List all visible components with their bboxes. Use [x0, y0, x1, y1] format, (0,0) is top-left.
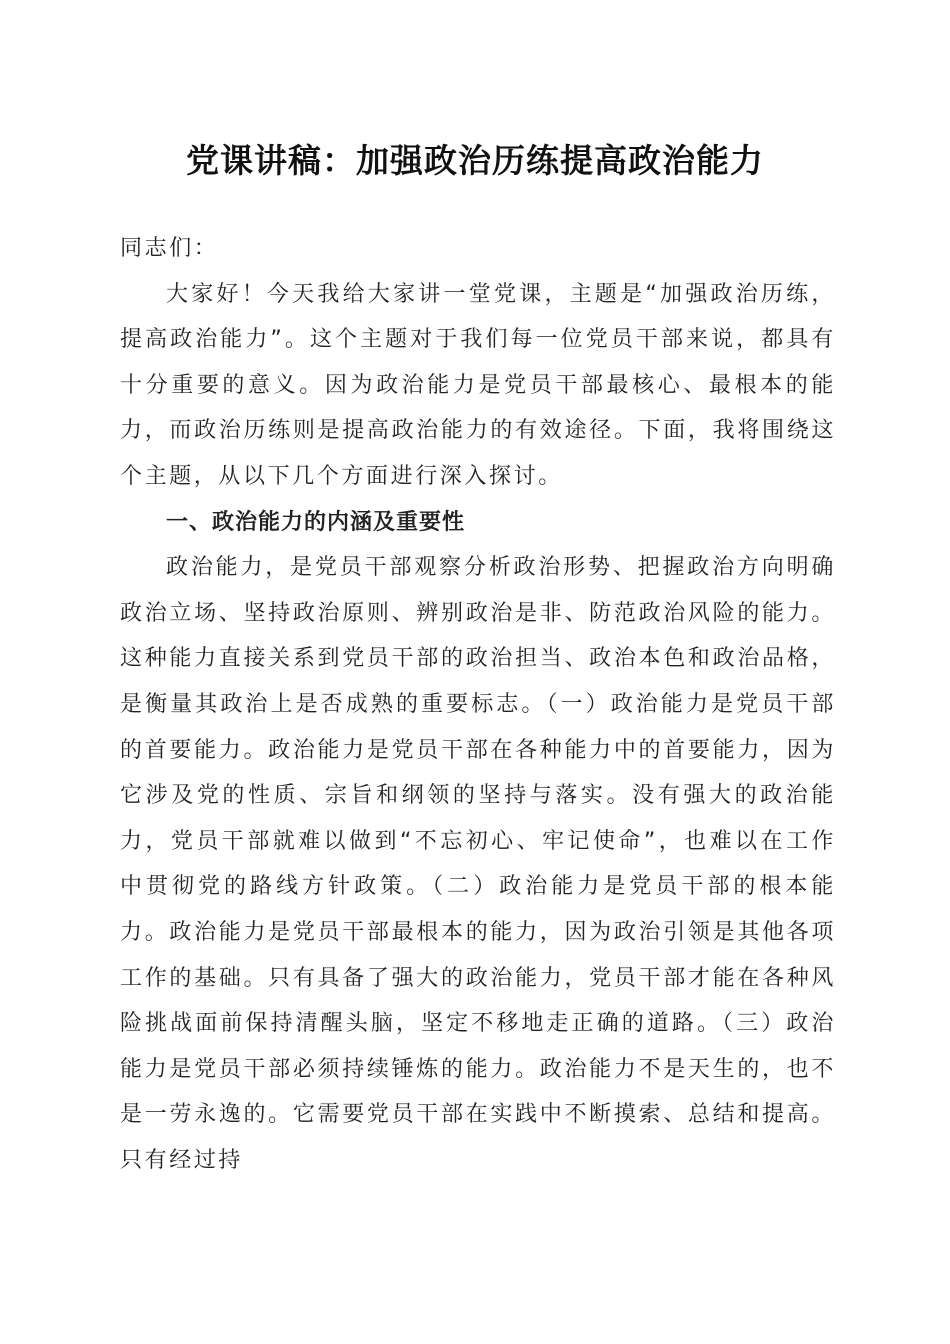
- intro-paragraph: 大家好！今天我给大家讲一堂党课，主题是“加强政治历练，提高政治能力”。这个主题对于我们每一位党员干部来说，都具有十分重要的意义。因为政治能力是党员干部最核心、最根本的能力，而政治历练则是提高政治能力的有效途径。下面，我将围绕这个主题，从以下几个方面进行深入探讨。: [120, 281, 836, 489]
- section-heading: 一、政治能力的内涵及重要性: [166, 509, 466, 535]
- section-paragraph: 政治能力，是党员干部观察分析政治形势、把握政治方向明确政治立场、坚持政治原则、辨别政治是非、防范政治风险的能力。这种能力直接关系到党员干部的政治担当、政治本色和政治品格，是衡量其政治上是否成熟的重要标志。（一）政治能力是党员干部的首要能力。政治能力是党员干部在各种能力中的首要能力，因为它涉及党的性质、宗旨和纲领的坚持与落实。没有强大的政治能力，党员干部就难以做到“不忘初心、牢记使命”，也难以在工作中贯彻党的路线方针政策。（二）政治能力是党员干部的根本能力。政治能力是党员干部最根本的能力，因为政治引领是其他各项工作的基础。只有具备了强大的政治能力，党员干部才能在各种风险挑战面前保持清醒头脑，坚定不移地走正确的道路。（三）政治能力是党员干部必须持续锤炼的能力。政治能力不是天生的，也不是一劳永逸的。它需要党员干部在实践中不断摸索、总结和提高。只有经过持: [120, 555, 836, 1173]
- document-title: 党课讲稿：加强政治历练提高政治能力: [186, 141, 764, 180]
- salutation: 同志们：: [120, 236, 219, 261]
- document-body: [120, 226, 836, 1183]
